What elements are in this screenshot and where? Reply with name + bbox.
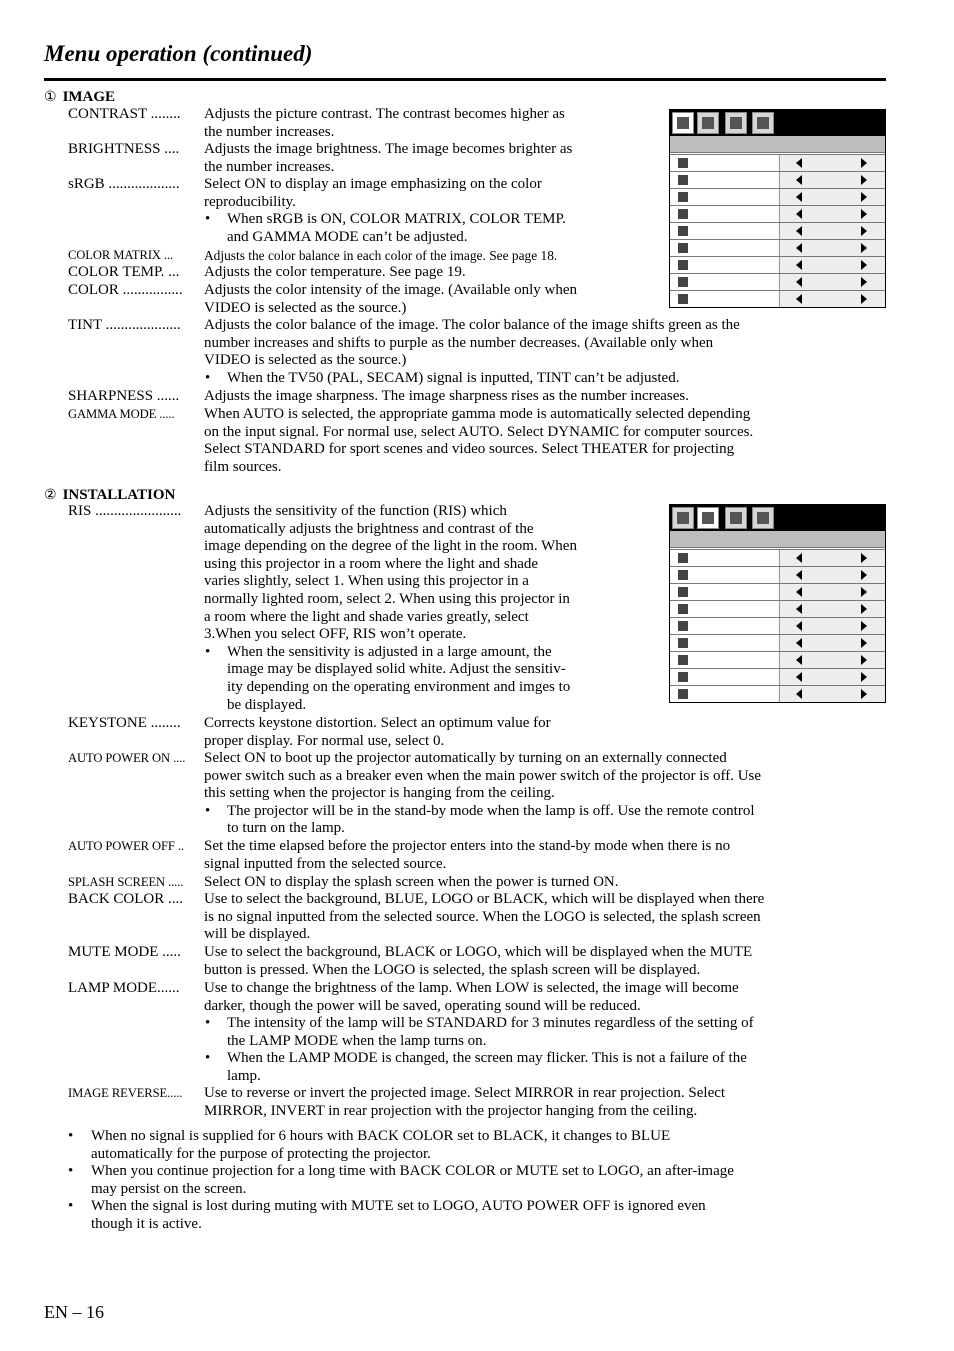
menu-row (670, 256, 885, 273)
note-item: • When you continue projection for a long time with BACK COLOR or MUTE set to LOGO, an after-image may persist on the screen. (68, 1163, 888, 1198)
contrast-icon (678, 158, 688, 168)
arrow-right-icon (861, 192, 867, 202)
installation-menu-screenshot (669, 504, 886, 703)
arrow-left-icon (796, 243, 802, 253)
arrow-right-icon (861, 260, 867, 270)
tint-icon (678, 260, 688, 270)
brightness-icon (678, 175, 688, 185)
arrow-left-icon (796, 192, 802, 202)
menu-row (670, 205, 885, 222)
gamma-mode-icon (678, 294, 688, 304)
menu-tab-bar (670, 505, 885, 531)
arrow-left-icon (796, 175, 802, 185)
arrow-right-icon (861, 570, 867, 580)
menu-row (670, 617, 885, 634)
arrow-right-icon (861, 294, 867, 304)
arrow-left-icon (796, 604, 802, 614)
srgb-icon (678, 192, 688, 202)
lamp-mode-icon (678, 672, 688, 682)
menu-row (670, 668, 885, 685)
arrow-left-icon (796, 570, 802, 580)
title-rule (44, 78, 886, 81)
keystone-icon (678, 570, 688, 580)
note-item: • When the signal is lost during muting with MUTE set to LOGO, AUTO POWER OFF is ignored even though it is active. (68, 1198, 888, 1233)
mute-mode-icon (678, 655, 688, 665)
note-item: • When no signal is supplied for 6 hours with BACK COLOR set to BLACK, it changes to BLUE automatically for the purpose of protecting the projector. (68, 1128, 888, 1163)
menu-row (670, 600, 885, 617)
tint-note: • When the TV50 (PAL, SECAM) signal is inputted, TINT can’t be adjusted. (204, 370, 886, 388)
arrow-right-icon (861, 604, 867, 614)
menu-row (670, 171, 885, 188)
ris-note: • When the sensitivity is adjusted in a large amount, the image may be displayed solid white. Adjust the sensitiv- ity depending on the operating environment and imges to be displayed. (204, 644, 659, 714)
arrow-left-icon (796, 158, 802, 168)
image-section-heading: ① IMAGE (44, 89, 116, 105)
color-temp-icon (678, 226, 688, 236)
sharpness-icon (678, 277, 688, 287)
page-title: Menu operation (continued) (44, 41, 313, 66)
splash-screen-icon (678, 621, 688, 631)
menu-row (670, 549, 885, 566)
arrow-left-icon (796, 638, 802, 648)
image-menu-screenshot (669, 109, 886, 308)
auto-power-on-icon (678, 587, 688, 597)
arrow-right-icon (861, 655, 867, 665)
arrow-right-icon (861, 689, 867, 699)
arrow-left-icon (796, 277, 802, 287)
menu-row (670, 583, 885, 600)
installation-tab-icon (697, 112, 719, 134)
page-number: EN – 16 (44, 1302, 104, 1322)
arrow-left-icon (796, 587, 802, 597)
arrow-right-icon (861, 553, 867, 563)
arrow-right-icon (861, 209, 867, 219)
back-color-icon (678, 638, 688, 648)
auto-power-off-icon (678, 604, 688, 614)
menu-row (670, 634, 885, 651)
notes-list (68, 1128, 888, 1234)
menu-row (670, 154, 885, 171)
arrow-right-icon (861, 175, 867, 185)
arrow-left-icon (796, 260, 802, 270)
menu-row (670, 239, 885, 256)
color-matrix-icon (678, 209, 688, 219)
arrow-right-icon (861, 226, 867, 236)
menu-row (670, 222, 885, 239)
arrow-left-icon (796, 672, 802, 682)
arrow-right-icon (861, 277, 867, 287)
feature-tab-icon (725, 112, 747, 134)
arrow-left-icon (796, 553, 802, 563)
ris-icon (678, 553, 688, 563)
signal-tab-icon (752, 112, 774, 134)
installation-section-heading: ② INSTALLATION (44, 487, 176, 503)
srgb-note: • When sRGB is ON, COLOR MATRIX, COLOR TEMP. and GAMMA MODE can’t be adjusted. (204, 211, 659, 246)
menu-row (670, 566, 885, 583)
arrow-right-icon (861, 587, 867, 597)
arrow-left-icon (796, 209, 802, 219)
color-icon (678, 243, 688, 253)
arrow-left-icon (796, 689, 802, 699)
feature-tab-icon (725, 507, 747, 529)
menu-row (670, 290, 885, 307)
lamp-mode-note-1: • The intensity of the lamp will be STANDARD for 3 minutes regardless of the setting of the LAMP MODE when the lamp turns on. (204, 1015, 886, 1050)
auto-power-on-note: • The projector will be in the stand-by mode when the lamp is off. Use the remote control to turn on the lamp. (204, 803, 886, 838)
arrow-right-icon (861, 672, 867, 682)
menu-row (670, 273, 885, 290)
arrow-right-icon (861, 621, 867, 631)
arrow-left-icon (796, 621, 802, 631)
menu-row (670, 651, 885, 668)
menu-tab-bar (670, 110, 885, 136)
image-reverse-icon (678, 689, 688, 699)
installation-tab-icon (697, 507, 719, 529)
arrow-left-icon (796, 294, 802, 304)
image-tab-icon (672, 507, 694, 529)
arrow-right-icon (861, 158, 867, 168)
arrow-right-icon (861, 638, 867, 648)
signal-tab-icon (752, 507, 774, 529)
image-tab-icon (672, 112, 694, 134)
lamp-mode-note-2: • When the LAMP MODE is changed, the screen may flicker. This is not a failure of the lamp. (204, 1050, 886, 1085)
arrow-left-icon (796, 655, 802, 665)
menu-row (670, 685, 885, 702)
arrow-left-icon (796, 226, 802, 236)
arrow-right-icon (861, 243, 867, 253)
menu-row (670, 188, 885, 205)
